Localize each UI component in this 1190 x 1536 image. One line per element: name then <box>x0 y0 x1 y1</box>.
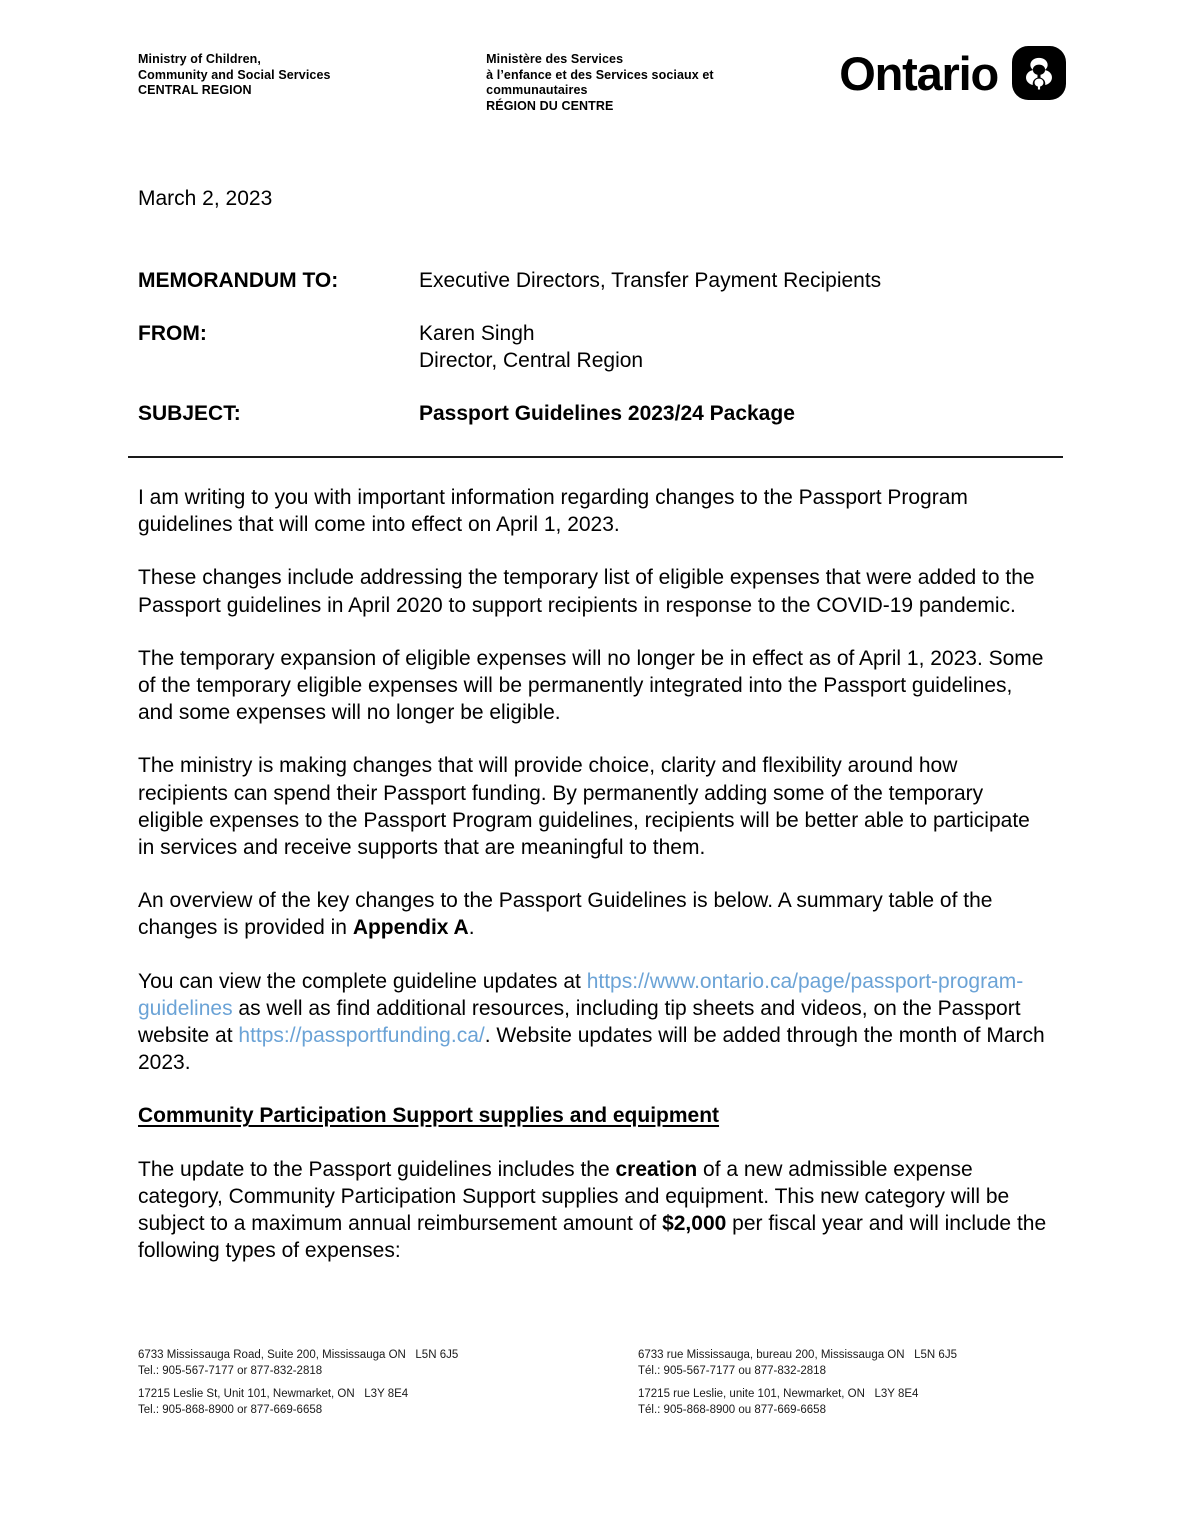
ministry-en-line-1: Ministry of Children, <box>138 52 261 66</box>
ontario-wordmark: Ontario <box>839 46 998 100</box>
ministry-name-english <box>138 52 398 99</box>
paragraph-7-text-a: The update to the Passport guidelines includes the <box>138 1157 616 1181</box>
paragraph-5 <box>138 887 1050 941</box>
footer-address-mississauga-fr <box>638 1348 1058 1379</box>
page-footer <box>138 1348 1063 1418</box>
footer-address-newmarket-en <box>138 1387 638 1418</box>
ontario-logo <box>839 46 1066 100</box>
paragraph-7-text-b: of a new admissible expense category, Community Participation Support supplies and equipment. This new category will be subject to a maximum annual reimbursement amount of <box>138 1157 1010 1236</box>
appendix-a-reference: Appendix A <box>352 916 469 940</box>
letter-date: March 2, 2023 <box>138 187 273 210</box>
paragraph-3: The temporary expansion of eligible expenses will no longer be in effect as of April 1, 2023. Some of the temporary eligible expenses will be permanently integrated into the Passport guidelines, and some expenses will no longer be eligible. <box>138 646 1044 725</box>
paragraph-5-text-before: An overview of the key changes to the Passport Guidelines is below. A summary table of the changes is provided in <box>138 889 993 940</box>
memo-row-to <box>138 267 1063 294</box>
ministry-fr-line-2: à l’enfance et des Services sociaux et <box>486 67 714 82</box>
footer-phone-line: Tél.: 905-868-8900 ou 877-669-6658 <box>638 1403 826 1416</box>
footer-address-line: 6733 Mississauga Road, Suite 200, Mississauga ON L5N 6J5 <box>138 1349 459 1361</box>
paragraph-7-text-c: per fiscal year and will include the following types of expenses: <box>138 1212 1047 1263</box>
link-passportfunding[interactable]: https://passportfunding.ca/ <box>238 1024 485 1048</box>
paragraph-6-text-after: . Website updates will be added through the month of March 2023. <box>138 1024 1045 1075</box>
footer-addresses-english <box>138 1348 638 1418</box>
paragraph-2: These changes include addressing the temporary list of eligible expenses that were added to the Passport guidelines in April 2020 to support recipients in response to the COVID-19 pandemic. <box>138 566 1035 617</box>
footer-phone-line: Tel.: 905-567-7177 or 877-832-2818 <box>138 1364 323 1377</box>
section-heading-community-participation-support: Community Participation Support supplies and equipment <box>138 1104 720 1128</box>
paragraph-4: The ministry is making changes that will provide choice, clarity and flexibility around how recipients can spend their Passport funding. By permanently adding some of the temporary eligible expenses to the Passport Program guidelines, recipients will be better able to participate in services and receive supports that are meaningful to them. <box>138 754 1030 860</box>
footer-address-newmarket-fr <box>638 1387 1058 1418</box>
memo-label-from: FROM: <box>138 322 207 345</box>
paragraph-6-text-before: You can view the complete guideline updates at <box>138 969 587 993</box>
paragraph-7-bold-amount: $2,000 <box>662 1212 727 1236</box>
letter-body <box>138 484 1050 1264</box>
footer-phone-line: Tel.: 905-868-8900 or 877-669-6658 <box>138 1403 323 1416</box>
footer-phone-line: Tél.: 905-567-7177 ou 877-832-2818 <box>638 1364 826 1377</box>
ministry-fr-line-4: RÉGION DU CENTRE <box>486 98 614 113</box>
memo-from-name: Karen Singh <box>419 322 535 345</box>
footer-addresses-french <box>638 1348 1058 1418</box>
memo-row-from <box>138 320 1063 374</box>
footer-address-line: 17215 rue Leslie, unite 101, Newmarket, ON L3Y 8E4 <box>638 1388 919 1400</box>
memo-value-from <box>419 320 643 374</box>
memo-from-title: Director, Central Region <box>419 349 644 372</box>
paragraph-6-text-middle: as well as find additional resources, including tip sheets and videos, on the Passport website at <box>138 996 1021 1048</box>
memo-label-to: MEMORANDUM TO: <box>138 269 339 292</box>
header-divider <box>128 456 1063 458</box>
memo-value-subject: Passport Guidelines 2023/24 Package <box>419 402 795 425</box>
letterhead <box>138 46 1072 114</box>
footer-address-mississauga-en <box>138 1348 638 1379</box>
ministry-fr-line-3: communautaires <box>486 83 588 97</box>
ministry-en-line-3: CENTRAL REGION <box>138 83 252 97</box>
paragraph-1: I am writing to you with important information regarding changes to the Passport Program guidelines that will come into effect on April 1, 2023. <box>138 486 968 537</box>
link-ontario-passport-guidelines[interactable]: https://www.ontario.ca/page/passport-program-guidelines <box>138 969 1024 1020</box>
footer-address-line: 17215 Leslie St, Unit 101, Newmarket, ON L3Y 8E4 <box>138 1388 409 1400</box>
paragraph-6 <box>138 968 1050 1077</box>
ministry-fr-line-1: Ministère des Services <box>486 52 624 66</box>
memo-label-subject: SUBJECT: <box>138 402 241 425</box>
memo-row-subject <box>138 400 1063 427</box>
paragraph-7 <box>138 1156 1050 1265</box>
trillium-icon <box>1012 46 1066 100</box>
memo-header-block <box>138 267 1063 427</box>
footer-address-line: 6733 rue Mississauga, bureau 200, Mississauga ON L5N 6J5 <box>638 1349 957 1361</box>
ministry-name-french <box>486 52 751 114</box>
memo-value-to: Executive Directors, Transfer Payment Recipients <box>419 269 882 292</box>
paragraph-7-bold-creation: creation <box>615 1157 698 1181</box>
paragraph-5-text-after: . <box>468 916 475 940</box>
ministry-en-line-2: Community and Social Services <box>138 67 331 82</box>
